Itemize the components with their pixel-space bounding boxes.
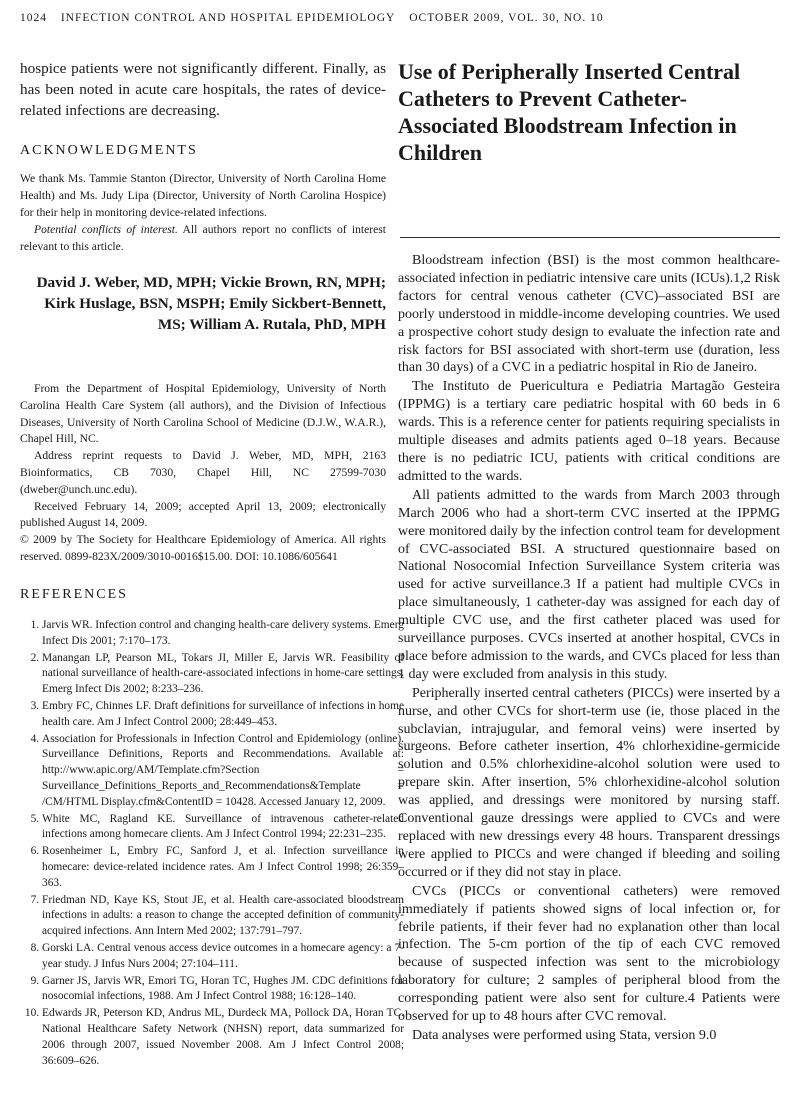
conflicts-text: All authors report no conflicts of interest relevant to this article. bbox=[20, 223, 386, 253]
received-dates: Received February 14, 2009; accepted April 13, 2009; electronically published August 14, 2009. bbox=[20, 499, 386, 530]
body-paragraph: Bloodstream infection (BSI) is the most common healthcare-associated infection in pediatric intensive care units (ICUs).1,2 Risk factors for central venous catheter (CVC)–associated BSI are poorly understood in middle-income developing countries. We used a prospective cohort study design to evaluate the infection rate and risk factors for BSI associated with short-term use (duration, less than 30 days) of a CVC in a pediatric hospital in Rio de Janeiro. bbox=[398, 253, 780, 376]
reference-item: 4. Association for Professionals in Infection Control and Epidemiology (online). Surveillance Definitions, Reports and Recommendations. Available at: http://www.apic.org/AM/Template.cfm?Section = Surveillance_Definitions_Reports_and_Recommendations&Template = /CM/HTML Display.cfm&ContentID = 10428. Accessed January 12, 2009. bbox=[42, 732, 404, 811]
running-header bbox=[20, 12, 614, 24]
reference-item: 10. Edwards JR, Peterson KD, Andrus ML, Durdeck MA, Pollock DA, Horan TC. National Healthcare Safety Network (NHSN) report, data summarized for 2006 through 2007, issued November 2008. Am J Infect Control 2008; 36:609–626. bbox=[42, 1006, 404, 1069]
acknowledgments-heading: ACKNOWLEDGMENTS bbox=[20, 143, 198, 158]
body-paragraph: CVCs (PICCs or conventional catheters) were removed immediately if patients showed signs of local infection or, for febrile patients, if their fever had no explanation other than local infection. The 5-cm portion of the tip of each CVC removed because of suspected infection was sent to the microbiology laboratory for culture; 2 samples of peripheral blood from the corresponding patient were also sent for culture.4 Patients were observed for up to 48 hours after CVC removal. bbox=[398, 883, 780, 1025]
reference-item: 9. Garner JS, Jarvis WR, Emori TG, Horan TC, Hughes JM. CDC definitions for nosocomial infections, 1988. Am J Infect Control 1988; 16:128–140. bbox=[42, 974, 404, 1006]
reference-item: 1. Jarvis WR. Infection control and changing health-care delivery systems. Emerg Infect Dis 2001; 7:170–173. bbox=[42, 618, 404, 650]
intro-paragraph: hospice patients were not significantly different. Finally, as has been noted in acute care hospitals, the rates of device-related infections are decreasing. bbox=[20, 60, 386, 119]
references-heading: REFERENCES bbox=[20, 587, 128, 602]
body-paragraph: The Instituto de Puericultura e Pediatria Martagão Gesteira (IPPMG) is a tertiary care pediatric hospital with 60 beds in 6 wards. This is a reference center for patients requiring specialists in multiple diseases and admits patients aged 0–18 years. Because there is no pediatric ICU, patients with critical conditions are admitted to the wards. bbox=[398, 379, 780, 484]
reference-item: 6. Rosenheimer L, Embry FC, Sanford J, et al. Infection surveillance in homecare: device-related incidence rates. Am J Infect Control 1998; 26:359–363. bbox=[42, 844, 404, 891]
reprint-address: Address reprint requests to David J. Weber, MD, MPH, 2163 Bioinformatics, CB 7030, Chapel Hill, NC 27599-7030 (dweber@unch.unc.edu). bbox=[20, 449, 386, 496]
author-list: David J. Weber, MD, MPH; Vickie Brown, RN, MPH; Kirk Huslage, BSN, MSPH; Emily Sickbert-Bennett, MS; William A. Rutala, PhD, MPH bbox=[36, 274, 386, 333]
journal-name: INFECTION CONTROL AND HOSPITAL EPIDEMIOLOGY bbox=[60, 12, 396, 24]
reference-list bbox=[20, 618, 404, 1070]
reference-item: 2. Manangan LP, Pearson ML, Tokars JI, Miller E, Jarvis WR. Feasibility of national surveillance of health-care-associated infections in home-care settings. Emerg Infect Dis 2002; 8:233–236. bbox=[42, 651, 404, 698]
reference-item: 3. Embry FC, Chinnes LF. Draft definitions for surveillance of infections in home health care. Am J Infect Control 2000; 28:449–453. bbox=[42, 699, 404, 731]
author-notes bbox=[20, 381, 386, 566]
issue-info: OCTOBER 2009, VOL. 30, NO. 10 bbox=[409, 12, 604, 24]
page-number: 1024 bbox=[20, 12, 47, 24]
body-paragraph: Data analyses were performed using Stata, version 9.0 bbox=[412, 1027, 717, 1043]
copyright: © 2009 by The Society for Healthcare Epidemiology of America. All rights reserved. 0899-823X/2009/3010-0016$15.00. DOI: 10.1086/605641 bbox=[20, 533, 386, 563]
conflicts-label: Potential conflicts of interest. bbox=[34, 223, 178, 236]
reference-item: 8. Gorski LA. Central venous access device outcomes in a homecare agency: a 7-year study. J Infus Nurs 2004; 27:104–111. bbox=[42, 941, 404, 973]
article-title: Use of Peripherally Inserted Central Catheters to Prevent Catheter-Associated Bloodstream Infection in Children bbox=[398, 59, 741, 165]
conflicts-statement bbox=[20, 222, 386, 256]
reference-item: 7. Friedman ND, Kaye KS, Stout JE, et al. Health care-associated bloodstream infections in adults: a reason to change the accepted definition of community-acquired infections. Ann Intern Med 2002; 137:791–797. bbox=[42, 893, 404, 940]
acknowledgments-text: We thank Ms. Tammie Stanton (Director, University of North Carolina Home Health) and Ms. Judy Lipa (Director, University of North Carolina Hospice) for their help in monitoring device-related infections. bbox=[20, 172, 386, 219]
reference-item: 5. White MC, Ragland KE. Surveillance of intravenous catheter-related infections among homecare clients. Am J Infect Control 1994; 22:231–235. bbox=[42, 812, 404, 844]
article-body bbox=[398, 252, 780, 1046]
title-divider bbox=[400, 237, 780, 238]
affiliation: From the Department of Hospital Epidemiology, University of North Carolina Health Care System (all authors), and the Division of Infectious Diseases, University of North Carolina School of Medicine (D.J.W., W.A.R.), Chapel Hill, NC. bbox=[20, 382, 386, 446]
body-paragraph: All patients admitted to the wards from March 2003 through March 2006 who had a short-term CVC inserted at the IPPMG were monitored daily by the infection control team for development of CVC-associated BSI. A structured questionnaire based on National Nosocomial Infection Surveillance System criteria was used for active surveillance.3 If a patient had multiple CVCs in place simultaneously, 1 catheter-day was assigned for each day of multiple CVC use, and the first catheter placed was used for surveillance purposes. CVCs inserted at another hospital, CVCs in place before admission to the wards, and CVCs placed for less than 1 day were excluded from analysis in this study. bbox=[398, 487, 780, 682]
body-paragraph: Peripherally inserted central catheters (PICCs) were inserted by a nurse, and other CVCs for short-term use (ie, those placed in the subclavian, intrajugular, and femoral veins) were inserted by surgeons. Before catheter insertion, 4% chlorhexidine-germicide solution and 0.5% chlorhexidine-alcohol solution were used to prepare skin. After insertion, 5% chlorhexidine-alcohol solution was applied, and dressings were monitored by nursing staff. Conventional gauze dressings were applied to CVCs and were replaced with new dressings every 48 hours. Transparent dressings were applied to PICCs and were changed if bleeding and soiling occurred or if they did not stay in place. bbox=[398, 685, 780, 880]
